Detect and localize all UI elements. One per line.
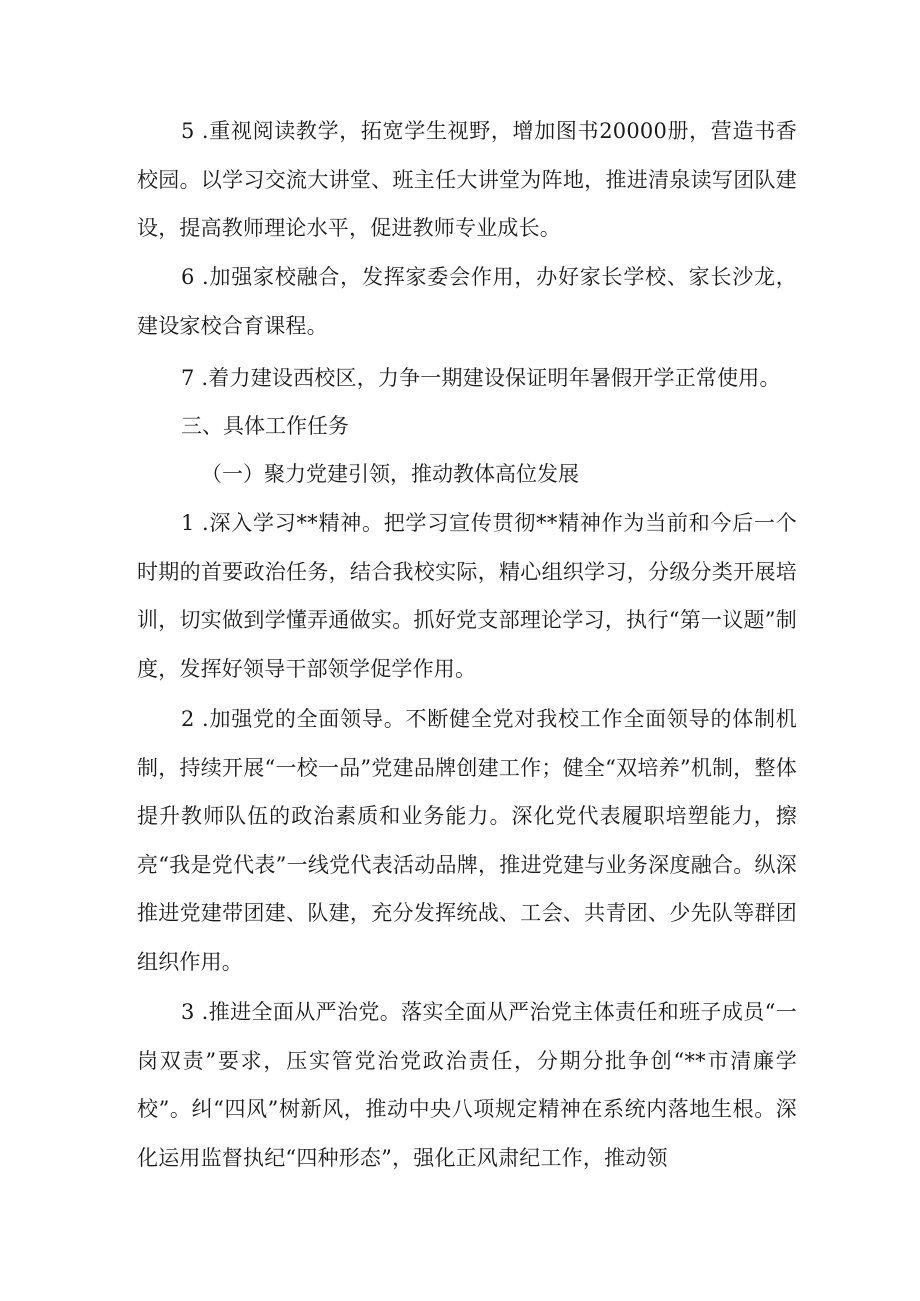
paragraph-task-3: 3 .推进全面从严治党。落实全面从严治党主体责任和班子成员“一岗双责”要求，压实管党治党政治责任，分期分批争创“**市清廉学校”。纠“四风”树新风，推动中央八项规定精神在系统内落地生根。深化运用监督执纪“四种形态”，强化正风肃纪工作，推动领 [137,1000,797,1170]
paragraph-task-2: 2 .加强党的全面领导。不断健全党对我校工作全面领导的体制机制，持续开展“一校一品”党建品牌创建工作；健全“双培养”机制，整体提升教师队伍的政治素质和业务能力。深化党代表履职培塑能力，擦亮“我是党代表”一线党代表活动品牌，推进党建与业务深度融合。纵深推进党建带团建、队建，充分发挥统战、工会、共青团、少先队等群团组织作用。 [137,707,797,974]
paragraph-task-1: 1 .深入学习**精神。把学习宣传贯彻**精神作为当前和今后一个时期的首要政治任务，结合我校实际，精心组织学习，分级分类开展培训，切实做到学懂弄通做实。抓好党支部理论学习，执行“第一议题”制度，发挥好领导干部领学促学作用。 [137,511,797,681]
section-heading-3: 三、具体工作任务 [181,414,349,438]
paragraph-item-7: 7 .着力建设西校区，力争一期建设保证明年暑假开学正常使用。 [181,366,781,390]
paragraph-item-6: 6 .加强家校融合，发挥家委会作用，办好家长学校、家长沙龙，建设家校合育课程。 [137,265,797,338]
paragraph-item-5: 5 .重视阅读教学，拓宽学生视野，增加图书20000册，营造书香校园。以学习交流大讲堂、班主任大讲堂为阵地，推进清泉读写团队建设，提高教师理论水平，促进教师专业成长。 [137,119,797,241]
subsection-heading-1: （一）聚力党建引领，推动教体高位发展 [201,462,579,486]
